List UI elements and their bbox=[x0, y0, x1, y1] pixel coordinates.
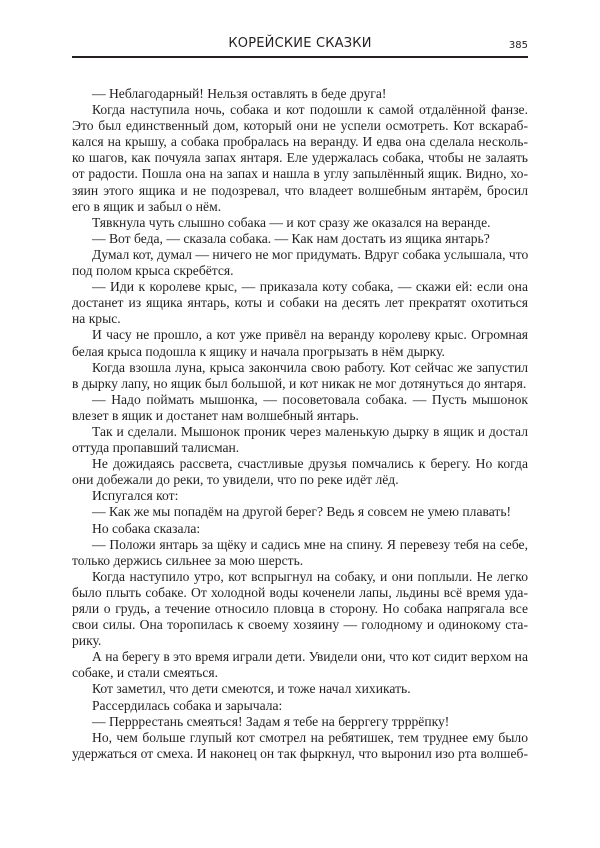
paragraph bbox=[72, 424, 528, 456]
text-line: — Перррестань смеяться! Задам я тебе на берргегу трррёпку! bbox=[92, 713, 450, 729]
text-line: его в ящик и забыл о нём. bbox=[72, 198, 222, 214]
paragraph bbox=[72, 569, 528, 649]
text-line: зяин этого ящика и не подозревал, что владеет волшебным янтарём, бросил bbox=[72, 182, 528, 198]
paragraph bbox=[72, 360, 528, 392]
text-line: было плыть собаке. От холодной воды коченели лапы, льдины всё время уда- bbox=[72, 584, 528, 600]
paragraph bbox=[72, 504, 528, 520]
text-line: в дырку лапу, но ящик был большой, и кот никак не мог дотянуться до янтаря. bbox=[72, 375, 527, 391]
paragraph bbox=[72, 231, 528, 247]
paragraph bbox=[72, 698, 528, 714]
page-number: 385 bbox=[508, 40, 528, 51]
text-line: удержаться от смеха. И наконец он так фыркнул, что выронил изо рта волшеб- bbox=[72, 745, 528, 761]
text-line: Когда взошла луна, крыса закончила свою работу. Кот сейчас же запустил bbox=[92, 359, 528, 375]
text-line: И часу не прошло, а кот уже привёл на веранду королеву крыс. Огромная bbox=[92, 327, 528, 343]
text-line: Испугался кот: bbox=[92, 488, 179, 504]
text-line: на крыс. bbox=[72, 311, 121, 327]
text-line: ко шагов, как почуяла запах янтаря. Еле удержалась собака, чтобы не залаять bbox=[72, 150, 528, 166]
text-line: — Вот беда, — сказала собака. — Как нам достать из ящика янтарь? bbox=[92, 230, 490, 246]
text-line: — Как же мы попадём на другой берег? Ведь я совсем не умею плавать! bbox=[92, 504, 512, 520]
text-line: под полом крыса скребётся. bbox=[72, 263, 234, 279]
text-line: от радости. Пошла она на запах и нашла в углу запылённый ящик. Видно, хо- bbox=[72, 166, 528, 182]
text-line: свои силы. Она торопилась к своему хозяину — голодному и одинокому ста- bbox=[72, 617, 528, 633]
paragraph bbox=[72, 649, 528, 681]
paragraph bbox=[72, 392, 528, 424]
paragraph bbox=[72, 86, 528, 102]
text-line: собаке, и стали смеяться. bbox=[72, 665, 219, 681]
text-line: Думал кот, думал — ничего не мог придумать. Вдруг собака услышала, что bbox=[92, 246, 528, 262]
paragraph bbox=[72, 488, 528, 504]
header-title: КОРЕЙСКИЕ СКАЗКИ bbox=[228, 36, 372, 51]
paragraph bbox=[72, 537, 528, 569]
text-line: Когда наступило утро, кот вспрыгнул на собаку, и они поплыли. Не легко bbox=[92, 568, 528, 584]
paragraph bbox=[72, 521, 528, 537]
text-line: Так и сделали. Мышонок проник через маленькую дырку в ящик и достал bbox=[92, 423, 528, 439]
paragraph bbox=[72, 215, 528, 231]
body-text bbox=[72, 86, 528, 762]
text-line: Когда наступила ночь, собака и кот подошли к самой отдалённой фанзе. bbox=[92, 102, 528, 118]
text-line: только держись сильнее за мою шерсть. bbox=[72, 552, 304, 568]
text-line: — Иди к королеве крыс, — приказала коту собака, — скажи ей: если она bbox=[92, 279, 528, 295]
text-line: — Неблагодарный! Нельзя оставлять в беде друга! bbox=[92, 86, 387, 101]
text-line: — Надо поймать мышонка, — посоветовала собака. — Пусть мышонок bbox=[92, 391, 528, 407]
text-line: Тявкнула чуть слышно собака — и кот сразу же оказался на веранде. bbox=[92, 214, 491, 230]
text-line: Это был единственный дом, который они не успели осмотреть. Кот вскараб- bbox=[72, 118, 528, 134]
text-line: рику. bbox=[72, 633, 102, 649]
text-line: они добежали до реки, то увидели, что по реке идёт лёд. bbox=[72, 472, 399, 488]
text-line: Но, чем больше глупый кот смотрел на ребятишек, тем труднее ему было bbox=[92, 729, 528, 745]
text-line: ряли о грудь, а течение относило пловца в сторону. Но собака напрягала все bbox=[72, 601, 528, 616]
text-line: Но собака сказала: bbox=[92, 520, 201, 536]
text-line: кался на крышу, а собака пробралась на веранду. И едва она сделала несколь- bbox=[72, 134, 528, 150]
paragraph bbox=[72, 681, 528, 697]
text-line: влезет в ящик и достанет нам волшебный янтарь. bbox=[72, 407, 359, 423]
text-line: достанет из ящика янтарь, коты и собаки на десять лет прекратят охотиться bbox=[72, 295, 528, 311]
text-line: Рассердилась собака и зарычала: bbox=[92, 697, 283, 713]
paragraph bbox=[72, 456, 528, 488]
paragraph bbox=[72, 279, 528, 327]
paragraph bbox=[72, 327, 528, 359]
text-line: Кот заметил, что дети смеются, и тоже начал хихикать. bbox=[92, 681, 411, 697]
text-line: Не дожидаясь рассвета, счастливые друзья помчались к берегу. Но когда bbox=[92, 456, 528, 472]
text-line: — Положи янтарь за щёку и садись мне на спину. Я перевезу тебя на себе, bbox=[92, 536, 528, 552]
header-rule bbox=[72, 56, 528, 58]
paragraph bbox=[72, 714, 528, 730]
text-line: оттуда пропавший талисман. bbox=[72, 440, 240, 456]
paragraph bbox=[72, 102, 528, 215]
text-line: белая крыса подошла к ящику и начала прогрызать в нём дырку. bbox=[72, 343, 445, 359]
text-line: А на берегу в это время играли дети. Увидели они, что кот сидит верхом на bbox=[92, 649, 528, 665]
paragraph bbox=[72, 730, 528, 762]
paragraph bbox=[72, 247, 528, 279]
